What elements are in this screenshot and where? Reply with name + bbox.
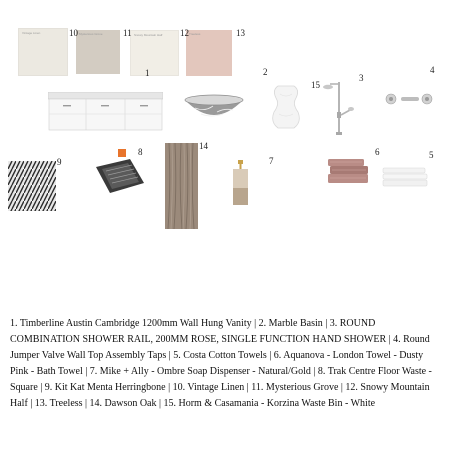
label-1: 1 (145, 68, 150, 78)
label-9: 9 (57, 157, 62, 167)
dawson-oak-image (165, 143, 198, 229)
label-7: 7 (269, 156, 274, 166)
label-14: 14 (199, 141, 208, 151)
label-3: 3 (359, 73, 364, 83)
label-13: 13 (236, 28, 245, 38)
soap-dispenser-image (230, 160, 252, 206)
shower-rail-image (322, 80, 356, 136)
label-11: 11 (123, 28, 132, 38)
label-10: 10 (69, 28, 78, 38)
taps-image (384, 91, 434, 107)
white-towels-image (381, 166, 429, 188)
herringbone-tile-image (8, 161, 56, 211)
label-5: 5 (429, 150, 434, 160)
swatch-label: Mysterious Grove (79, 32, 103, 36)
label-15: 15 (311, 80, 320, 90)
vanity-image (48, 92, 163, 132)
swatch-label: Treeless (189, 32, 201, 36)
label-2: 2 (263, 67, 268, 77)
marble-basin-image (183, 94, 245, 122)
label-6: 6 (375, 147, 380, 157)
pink-towels-image (326, 157, 370, 185)
label-8: 8 (138, 147, 143, 157)
label-12: 12 (180, 28, 189, 38)
product-list-caption: 1. Timberline Austin Cambridge 1200mm Wall Hung Vanity | 2. Marble Basin | 3. ROUND COMBINATION SHOWER RAIL, 200MM ROSE, SINGLE FUNCTION HAND SHOWER | 4. Round Jumper Valve Wall Top Assembly Taps | 5. Costa Cotton Towels | 6. Aquanova - London Towel - Dusty Pink - Bath Towel | 7. Mike + Ally - Ombre Soap Dispenser - Natural/Gold | 8. Trak Centre Floor Waste - Square | 9. Kit Kat Menta Herringbone | 10. Vintage Linen | 11. Mysterious Grove | 12. Snowy Mountain Half | 13. Treeless | 14. Dawson Oak | 15. Horm & Casamania - Korzina Waste Bin - White (10, 318, 432, 409)
swatch-label: Vintage Linen (22, 31, 41, 35)
swatch-label: Snowy Mountain Half (134, 33, 163, 37)
swatch-treeless (186, 30, 232, 76)
swatch-vintage-linen (18, 28, 68, 76)
swatch-mysterious-grove (76, 30, 120, 74)
label-4: 4 (430, 65, 435, 75)
swatch-snowy-mountain-half (130, 30, 179, 76)
waste-bin-image (270, 84, 302, 130)
